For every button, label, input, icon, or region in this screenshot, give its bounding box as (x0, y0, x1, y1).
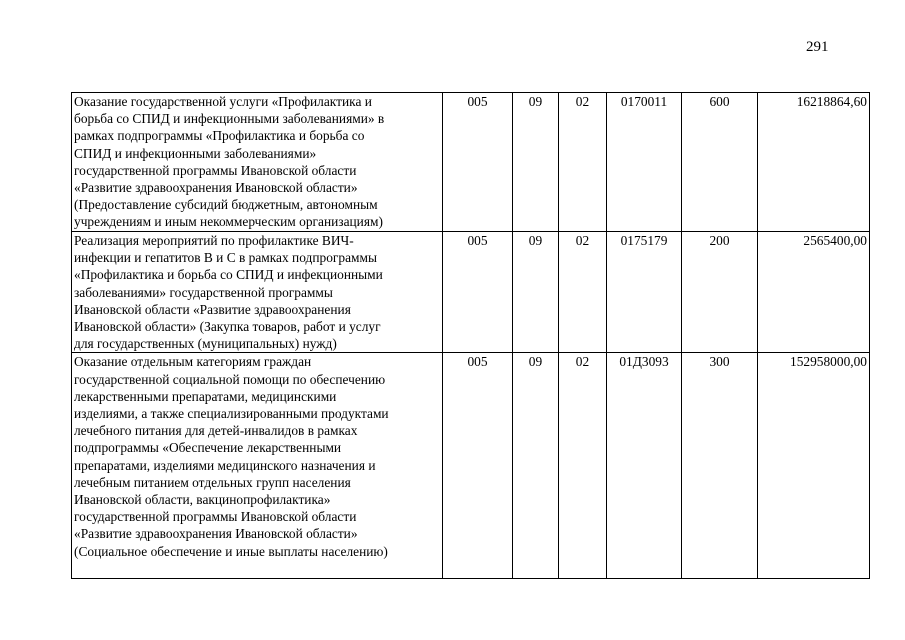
description-line: «Развитие здравоохранения Ивановской области» (74, 180, 358, 196)
ministry-code-cell: 005 (443, 232, 513, 353)
target-article-cell: 0175179 (607, 232, 682, 353)
description-line: (Предоставление субсидий бюджетным, автономным (74, 197, 378, 213)
description-line: (Социальное обеспечение и иные выплаты населению) (74, 543, 388, 559)
subsection-cell: 02 (559, 93, 607, 232)
description-cell (72, 93, 443, 232)
description-cell (72, 232, 443, 353)
description-line: Оказание государственной услуги «Профилактика и (74, 94, 372, 109)
description-line: лечебным питанием отдельных групп населения (74, 474, 351, 490)
description-line: Ивановской области, вакцинопрофилактика» (74, 492, 331, 508)
description-line: рамках подпрограммы «Профилактика и борьба со (74, 128, 365, 144)
section-cell: 09 (513, 232, 559, 353)
ministry-code-cell: 005 (443, 353, 513, 579)
description-line: изделиями, а также специализированными продуктами (74, 406, 389, 422)
description-line: инфекции и гепатитов В и С в рамках подпрограммы (74, 250, 377, 266)
amount-cell: 152958000,00 (758, 353, 870, 579)
subsection-cell: 02 (559, 232, 607, 353)
page-number: 291 (806, 39, 829, 55)
ministry-code-cell: 005 (443, 93, 513, 232)
table-row (72, 232, 870, 353)
description-line: для государственных (муниципальных) нужд) (74, 336, 337, 352)
description-line: Ивановской области» (Закупка товаров, работ и услуг (74, 319, 381, 335)
section-cell: 09 (513, 353, 559, 579)
description-line: препаратами, изделиями медицинского назначения и (74, 457, 376, 473)
description-line: государственной социальной помощи по обеспечению (74, 371, 386, 387)
expense-type-cell: 300 (682, 353, 758, 579)
amount-cell: 16218864,60 (758, 93, 870, 232)
description-line: учреждениям и иным некоммерческим организациям) (74, 214, 383, 230)
description-line: Реализация мероприятий по профилактике ВИЧ- (74, 233, 354, 248)
section-cell: 09 (513, 93, 559, 232)
description-line: государственной программы Ивановской области (74, 509, 357, 525)
description-line: лекарственными препаратами, медицинскими (74, 388, 337, 404)
description-line: заболеваниями» государственной программы (74, 284, 333, 300)
description-line: «Развитие здравоохранения Ивановской области» (74, 526, 358, 542)
description-line: борьба со СПИД и инфекционными заболеваниями» в (74, 111, 385, 127)
description-line: государственной программы Ивановской области (74, 162, 357, 178)
description-line: лечебного питания для детей-инвалидов в рамках (74, 423, 358, 439)
amount-cell: 2565400,00 (758, 232, 870, 353)
description-cell (72, 353, 443, 579)
subsection-cell: 02 (559, 353, 607, 579)
target-article-cell: 01Д3093 (607, 353, 682, 579)
budget-table (71, 92, 870, 579)
description-line: Оказание отдельным категориям граждан (74, 354, 312, 370)
description-line: подпрограммы «Обеспечение лекарственными (74, 440, 342, 456)
table-row (72, 353, 870, 579)
description-line: Ивановской области «Развитие здравоохранения (74, 301, 351, 317)
expense-type-cell: 600 (682, 93, 758, 232)
description-line: СПИД и инфекционными заболеваниями» (74, 145, 317, 161)
description-line: «Профилактика и борьба со СПИД и инфекционными (74, 267, 383, 283)
table-row (72, 93, 870, 232)
expense-type-cell: 200 (682, 232, 758, 353)
target-article-cell: 0170011 (607, 93, 682, 232)
